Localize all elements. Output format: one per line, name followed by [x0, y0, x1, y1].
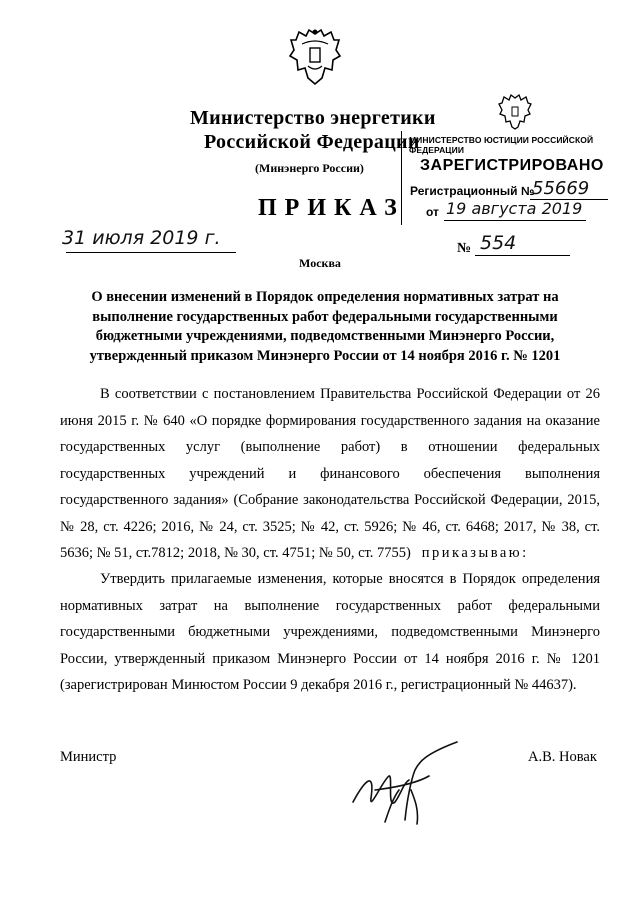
- ministry-name-line2: Российской Федерации: [204, 131, 420, 153]
- coat-of-arms-icon: [288, 26, 342, 90]
- stamp-date-line: [444, 220, 586, 221]
- city: Москва: [299, 256, 341, 270]
- body-text-2: Утвердить прилагаемые изменения, которые вносятся в Порядок определения нормативных затрат на выполнение государственных работ федеральными государственными бюджетными учреждениями, подведомственными Минэнерго России, утвержденный приказом Минэнерго России от 14 ноября 2016 г. № 1201 (зарегистрирован Минюстом России 9 декабря 2016 г., регистрационный № 44637).: [60, 571, 600, 693]
- ministry-name-line1: Министерство энергетики: [190, 107, 436, 129]
- order-number-label: №: [457, 241, 472, 256]
- signatory-name: А.В. Новак: [528, 749, 597, 765]
- double-headed-eagle-icon: [498, 93, 532, 131]
- order-number: 554: [480, 232, 517, 254]
- body-text-1: В соответствии с постановлением Правительства Российской Федерации от 26 июня 2015 г. № 640 «О порядке формирования государственного задания на оказание государственных услуг (выполнение работ) в отношении федеральных государственных учреждений и финансового обеспечения выполнения государственного задания» (Собрание законодательства Российской Федерации, 2015, № 28, ст. 4226; 2016, № 24, ст. 3525; № 42, ст. 5926; № 46, ст. 6468; 2017, № 38, ст. 5636; № 51, ст.7812; 2018, № 30, ст. 4751; № 50, ст. 7755): [60, 386, 600, 561]
- stamp-date-value: 19 августа 2019: [446, 199, 583, 218]
- document-type-title: ПРИКАЗ: [258, 195, 405, 221]
- body-paragraph-2: [60, 566, 600, 699]
- stamp-date-label: от: [426, 205, 439, 219]
- body-paragraph-1: [60, 381, 600, 567]
- stamp-authority: МИНИСТЕРСТВО ЮСТИЦИИ РОССИЙСКОЙ ФЕДЕРАЦИИ: [409, 135, 594, 155]
- signature-icon: [345, 740, 465, 830]
- order-word: приказываю:: [421, 545, 529, 561]
- stamp-reg-label: Регистрационный №: [410, 184, 535, 198]
- document-title: О внесении изменений в Порядок определения нормативных затрат на выполнение государственных работ федеральными государственными бюджетными учреждениями, подведомственными Минэнерго России, утвержденный приказом Минэнерго России от 14 ноября 2016 г. № 1201: [89, 289, 561, 364]
- order-date-line: [66, 252, 236, 253]
- stamp-reg-number: 55669: [532, 178, 590, 199]
- stamp-status: ЗАРЕГИСТРИРОВАНО: [420, 157, 604, 174]
- order-date: 31 июля 2019 г.: [62, 227, 221, 249]
- signatory-position: Министр: [60, 749, 117, 765]
- ministry-short-name: (Минэнерго России): [255, 161, 364, 175]
